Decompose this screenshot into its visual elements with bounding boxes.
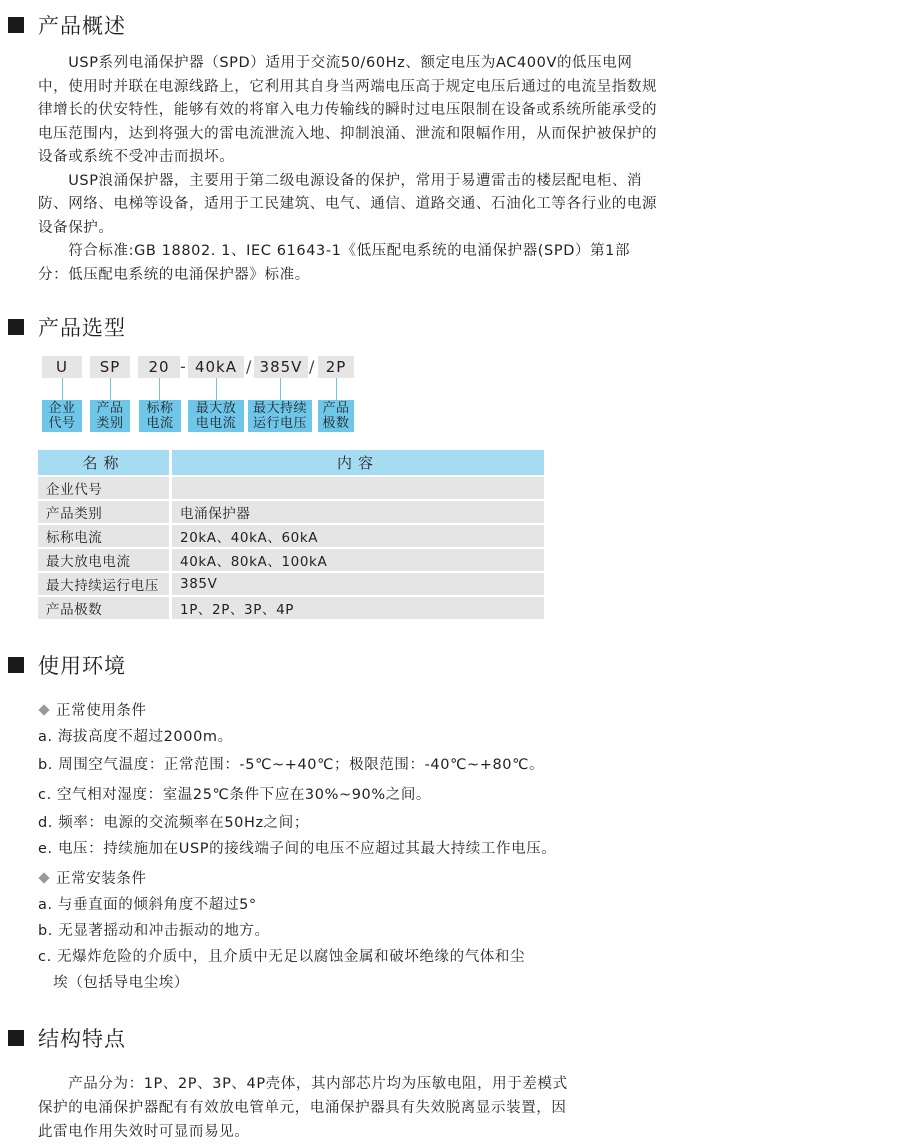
section-title: 使用环境 — [38, 654, 126, 678]
connector-line — [110, 378, 111, 400]
connector-line — [280, 378, 281, 400]
model-code-label: 标称 电流 — [139, 400, 181, 432]
model-code-label: 企业 代号 — [42, 400, 82, 432]
list-item: b. 无显著摇动和冲击振动的地方。 — [38, 923, 270, 939]
diamond-bullet-icon — [38, 872, 49, 883]
list-item: e. 电压：持续施加在USP的接线端子间的电压不应超过其最大持续工作电压。 — [38, 841, 557, 857]
table-cell-content: 385V — [172, 573, 544, 595]
subsection-title: 正常使用条件 — [38, 698, 556, 724]
connector-line — [336, 378, 337, 400]
environment-list — [38, 698, 556, 996]
model-code-label: 最大放 电电流 — [188, 400, 244, 432]
overview-paragraph-2: USP浪涌保护器，主要用于第二级电源设备的保护，常用于易遭雷击的楼层配电柜、消防、网络、电梯等设备，适用于工民建筑、电气、通信、道路交通、石油化工等各行业的电源设备保护。 — [38, 172, 658, 236]
table-cell-content: 1P、2P、3P、4P — [172, 597, 544, 619]
model-code-part: 20 — [138, 356, 180, 378]
column-header-name: 名称 — [38, 450, 172, 475]
table-row — [38, 549, 544, 571]
table-row — [38, 525, 544, 547]
model-code-separator: / — [246, 357, 252, 376]
section-header-overview — [8, 10, 126, 40]
model-code-label: 产品 极数 — [318, 400, 354, 432]
table-cell-content: 20kA、40kA、60kA — [172, 525, 544, 547]
selection-table — [38, 448, 544, 621]
square-bullet-icon — [8, 319, 24, 335]
connector-line — [62, 378, 63, 400]
overview-paragraph-3: 符合标准:GB 18802. 1、IEC 61643-1《低压配电系统的电涌保护器(SPD）第1部分：低压配电系统的电涌保护器》标准。 — [38, 243, 631, 283]
table-cell-name: 最大放电电流 — [38, 549, 172, 571]
table-cell-content: 电涌保护器 — [172, 501, 544, 523]
model-code-part: 2P — [318, 356, 354, 378]
table-row — [38, 573, 544, 595]
model-code-part: 385V — [254, 356, 308, 378]
section-header-environment — [8, 650, 126, 680]
section-title: 产品选型 — [38, 316, 126, 340]
table-cell-name: 标称电流 — [38, 525, 172, 547]
subsection-title: 正常安装条件 — [38, 866, 556, 892]
overview-paragraph-1: USP系列电涌保护器（SPD）适用于交流50/60Hz、额定电压为AC400V的低压电网中，使用时并联在电源线路上，它利用其自身当两端电压高于规定电压后通过的电流呈指数规律增长的伏安特性，能够有效的将窜入电力传输线的瞬时过电压限制在设备或系统所能承受的电压范围内，达到将强大的雷电流泄流入地、抑制浪涌、泄流和限幅作用，从而保护被保护的设备或系统不受冲击而损坏。 — [38, 55, 658, 165]
square-bullet-icon — [8, 657, 24, 673]
structure-paragraph: 产品分为：1P、2P、3P、4P壳体，其内部芯片均为压敏电阻，用于差模式保护的电涌保护器配有有效放电管单元，电涌保护器具有失效脱离显示装置，因此雷电作用失效时可显而易见。 — [38, 1076, 568, 1140]
model-code-label: 最大持续 运行电压 — [248, 400, 312, 432]
model-code-part: SP — [90, 356, 130, 378]
list-item: c. 空气相对湿度：室温25℃条件下应在30%~90%之间。 — [38, 787, 432, 803]
overview-text — [38, 52, 660, 287]
square-bullet-icon — [8, 17, 24, 33]
diamond-bullet-icon — [38, 704, 49, 715]
table-row — [38, 597, 544, 619]
table-cell-name: 企业代号 — [38, 477, 172, 499]
model-code-separator: / — [309, 357, 315, 376]
table-header-row — [38, 450, 544, 475]
connector-line — [216, 378, 217, 400]
list-item: b. 周围空气温度：正常范围：-5℃~+40℃；极限范围：-40℃~+80℃。 — [38, 757, 545, 773]
structure-text — [38, 1072, 578, 1144]
model-code-part: 40kA — [188, 356, 244, 378]
connector-line — [159, 378, 160, 400]
table-cell-name: 最大持续运行电压 — [38, 573, 172, 595]
model-code-label: 产品 类别 — [90, 400, 130, 432]
section-header-selection — [8, 312, 126, 342]
model-code-separator: - — [180, 357, 186, 376]
list-item: 埃（包括导电尘埃） — [38, 975, 189, 991]
list-item: a. 海拔高度不超过2000m。 — [38, 729, 233, 745]
column-header-content: 内容 — [172, 450, 544, 475]
list-item: d. 频率：电源的交流频率在50Hz之间； — [38, 815, 309, 831]
section-header-structure — [8, 1023, 126, 1053]
table-row — [38, 501, 544, 523]
table-row — [38, 477, 544, 499]
section-title: 产品概述 — [38, 14, 126, 38]
table-cell-content — [172, 477, 544, 499]
table-cell-name: 产品极数 — [38, 597, 172, 619]
model-code-part: U — [42, 356, 82, 378]
table-cell-name: 产品类别 — [38, 501, 172, 523]
section-title: 结构特点 — [38, 1027, 126, 1051]
table-cell-content: 40kA、80kA、100kA — [172, 549, 544, 571]
list-item: c. 无爆炸危险的介质中，且介质中无足以腐蚀金属和破坏绝缘的气体和尘 — [38, 949, 526, 965]
square-bullet-icon — [8, 1030, 24, 1046]
list-item: a. 与垂直面的倾斜角度不超过5° — [38, 897, 257, 913]
